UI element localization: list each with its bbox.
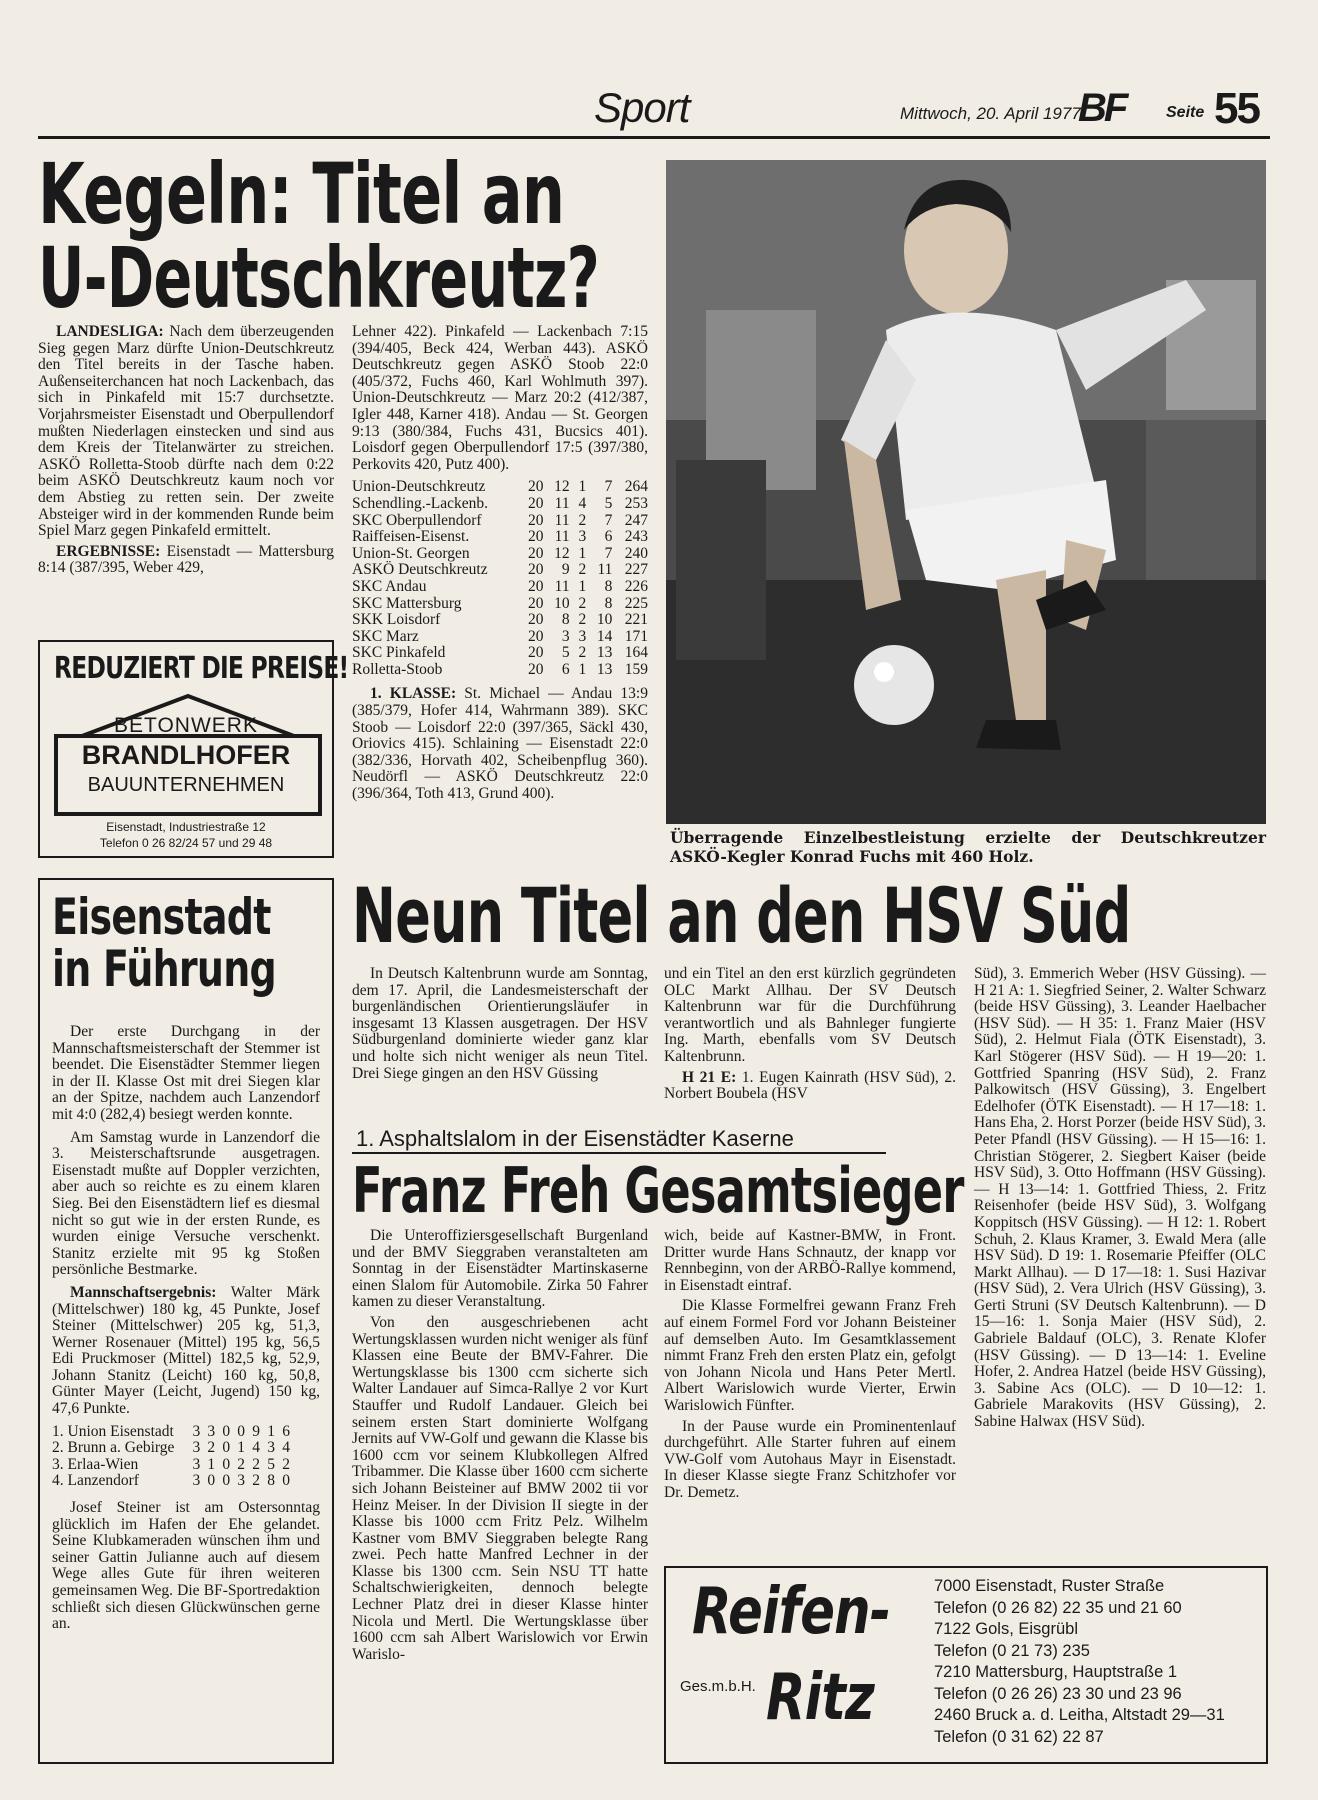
stat-cell: 20 bbox=[527, 644, 544, 662]
eisenstadt-headline-line2: in Führung bbox=[52, 940, 276, 998]
stat-cell: 2 bbox=[578, 561, 587, 579]
team-name-cell: Rolletta-Stoob bbox=[352, 660, 443, 678]
klasse-text: St. Michael — Andau 13:9 (385/379, Hofer 414, Wahrmann 389). SKC Stoob — Loisdorf 22:0 (397/365, Säckl 430, Oriovics 415). Schlaining — Eisenstadt 22:0 (382/336, Horvath 402, Scheibenpflug 360). Neudörfl — ASKÖ Deutschkreutz 22:0 (396/364, Toth 413, Grund 400). bbox=[352, 685, 648, 803]
stat-cell: 5 bbox=[604, 494, 613, 512]
stat-cell: 9 bbox=[252, 1422, 260, 1440]
stat-cell: 247 bbox=[624, 511, 648, 529]
stat-cell: 4 bbox=[282, 1439, 290, 1457]
stat-cell: 20 bbox=[527, 611, 544, 629]
stat-cell: 11 bbox=[554, 528, 570, 546]
kegeln-column-1 bbox=[38, 324, 334, 581]
reifen-addresses bbox=[934, 1576, 1225, 1748]
stat-cell: 221 bbox=[624, 611, 648, 629]
eisenstadt-text bbox=[52, 1024, 320, 1637]
reifen-ritz-ad bbox=[664, 1566, 1268, 1764]
stat-cell: 10 bbox=[554, 594, 570, 612]
h21e-text: 1. Eugen Kainrath (HSV Süd), 2. Norbert Boubela (HSV bbox=[664, 1068, 956, 1103]
standings-row bbox=[352, 629, 648, 646]
brandlhofer-phone: Telefon 0 26 82/24 57 und 29 48 bbox=[99, 836, 273, 850]
seite-label: Seite bbox=[1166, 104, 1205, 121]
stat-cell: 1 bbox=[237, 1439, 246, 1457]
standings-row bbox=[352, 662, 648, 679]
standings-row bbox=[352, 479, 648, 496]
stat-cell: 8 bbox=[604, 594, 613, 612]
team-name-cell: 3. Erlaa-Wien bbox=[52, 1455, 139, 1473]
team-name-cell: 1. Union Eisenstadt bbox=[52, 1422, 174, 1440]
reifen-phone-4: Telefon (0 31 62) 22 87 bbox=[934, 1727, 1104, 1746]
mannschaft-label: Mannschaftsergebnis: bbox=[70, 1283, 217, 1301]
kegeln-results-text: Lehner 422). Pinkafeld — Lackenbach 7:15 (394/405, Beck 424, Werban 443). ASKÖ Deutschkreutz gegen ASKÖ Stoob 22:0 (405/372, Fuchs 460, Karl Wohlmuth 397). Union-Deutschkreutz — Marz 20:2 (412/387, Igler 448, Karner 418). Andau — St. Georgen 9:13 (380/384, Fuchs 431, Bucsics 401). Loisdorf gegen Oberpullendorf 17:5 (397/380, Perkovits 420, Putz 400). bbox=[352, 323, 648, 473]
stat-cell: 3 bbox=[192, 1455, 201, 1473]
ergebnisse-label: ERGEBNISSE: bbox=[56, 542, 161, 560]
standings-row bbox=[352, 562, 648, 579]
stat-cell: 264 bbox=[624, 478, 648, 496]
header-rule bbox=[38, 136, 1270, 139]
stat-cell: 6 bbox=[604, 528, 613, 546]
freh-col1-p2: Von den ausgeschriebenen acht Wertungsklassen wurden nicht weniger als fünf Klassen eine Beute der BMV-Fahrer. Die Wertungsklasse bis 1300 ccm sicherte sich Walter Landauer auf Simca-Rallye 2 vor Kurt Stauffer und Rudolf Landauer. Gleich bei seinem ersten Start dominierte Wolfgang Jernits auf VW-Golf und gewann die Klasse bis 1600 ccm vor seinem Klubkollegen Alfred Tribammer. Die Klasse über 1600 ccm sicherte sich Johann Beisteiner auf BMW 2002 tii vor Heinz Meiser. In der Division II siegte in der Klasse bis 1000 ccm Fritz Pelz. Wilhelm Kastner vom BMV Sieggraben belegte Rang zwei. Pech hatte Manfred Lechner in der Klasse bis 1300 ccm. Sein NSU TT hatte Schaltschwierigkeiten, dennoch belegte Lechner Platz drei in dieser Klasse hinter Nicola und Mertl. Die Wertungsklasse über 1600 ccm sah Albert Warislowich vor Erwin Warislo- bbox=[352, 1313, 648, 1663]
stat-cell: 3 bbox=[578, 627, 587, 645]
team-name-cell: Union-Deutschkreutz bbox=[352, 478, 486, 496]
stat-cell: 5 bbox=[561, 644, 570, 662]
hsv-headline: Neun Titel an den HSV Süd bbox=[352, 871, 1131, 960]
hsv-column-2 bbox=[664, 966, 956, 1107]
paper-logo: BF bbox=[1078, 86, 1126, 130]
stat-cell: 8 bbox=[561, 611, 570, 629]
stat-cell: 3 bbox=[267, 1439, 275, 1457]
stat-cell: 20 bbox=[527, 544, 544, 562]
team-name-cell: ASKÖ Deutschkreutz bbox=[352, 561, 488, 579]
team-name-cell: SKK Loisdorf bbox=[352, 611, 441, 629]
stemmer-row bbox=[52, 1457, 290, 1474]
issue-date: Mittwoch, 20. April 1977 bbox=[900, 104, 1081, 123]
reifen-name-1: Reifen- bbox=[692, 1575, 891, 1649]
stat-cell: 2 bbox=[252, 1455, 260, 1473]
stat-cell: 11 bbox=[597, 561, 613, 579]
stat-cell: 12 bbox=[554, 544, 570, 562]
brandlhofer-line3: BAUUNTERNEHMEN bbox=[87, 774, 285, 796]
kegeln-column-2 bbox=[352, 324, 648, 807]
standings-row bbox=[352, 496, 648, 513]
kegeln-headline-line2: U-Deutschkreutz? bbox=[38, 229, 600, 327]
stat-cell: 3 bbox=[192, 1472, 201, 1490]
hsv-col2-text: und ein Titel an den erst kürzlich gegründeten OLC Markt Allhau. Der SV Deutsch Kaltenbrunn war für die Durchführung verantwortlich und als Bahnleger fungierte Ing. Marth, ebenfalls vom SV Deutsch Kaltenbrunn. bbox=[664, 965, 956, 1065]
reifen-phone-2: Telefon (0 21 73) 235 bbox=[934, 1641, 1090, 1660]
stat-cell: 1 bbox=[207, 1455, 216, 1473]
stat-cell: 2 bbox=[252, 1472, 260, 1490]
stat-cell: 0 bbox=[207, 1472, 216, 1490]
stat-cell: 2 bbox=[207, 1439, 216, 1457]
stat-cell: 2 bbox=[237, 1455, 246, 1473]
stat-cell: 227 bbox=[624, 561, 648, 579]
landesliga-text: Nach dem überzeugenden Sieg gegen Marz dürfte Union-Deutschkreutz den Titel bereits in der Tasche haben. Außenseiterchancen hat noch Lackenbach, das sich in Pinkafeld mit 15:7 durchsetzte. Vorjahrsmeister Eisenstadt und Oberpullendorf mußten Niederlagen einstecken und sind aus dem Kreis der Titelanwärter zu streichen. ASKÖ Rolletta-Stoob dürfte nach dem 0:22 beim ASKÖ Deutschkreutz kaum noch vor dem Abstieg zu retten sein. Der zweite Absteiger wird in der kommenden Runde beim Spiel Marz gegen Pinkafeld ermittelt. bbox=[38, 323, 334, 540]
photo-caption: Überragende Einzelbestleistung erzielte der Deutschkreutzer ASKÖ-Kegler Konrad Fuchs mit 460 Holz. bbox=[670, 828, 1266, 866]
stat-cell: 253 bbox=[624, 494, 648, 512]
stat-cell: 0 bbox=[222, 1472, 231, 1490]
stat-cell: 225 bbox=[624, 594, 648, 612]
stat-cell: 20 bbox=[527, 561, 544, 579]
freh-kicker: 1. Asphaltslalom in der Eisenstädter Kaserne bbox=[356, 1126, 794, 1151]
stat-cell: 8 bbox=[604, 577, 613, 595]
stat-cell: 20 bbox=[527, 577, 544, 595]
stat-cell: 159 bbox=[624, 660, 648, 678]
freh-col2-p3: In der Pause wurde ein Prominentenlauf durchgeführt. Alle Starter fuhren auf einem VW-Golf vom Autohaus Mayr in Eisenstadt. In dieser Klasse siegte Franz Schitzhofer vor Dr. Demetz. bbox=[664, 1417, 956, 1501]
brandlhofer-ad bbox=[38, 640, 349, 858]
team-name-cell: SKC Pinkafeld bbox=[352, 644, 446, 662]
bowler-photo bbox=[666, 160, 1266, 824]
stat-cell: 3 bbox=[578, 528, 587, 546]
stat-cell: 3 bbox=[561, 627, 570, 645]
standings-row bbox=[352, 513, 648, 530]
reifen-address-3: 7210 Mattersburg, Hauptstraße 1 bbox=[934, 1663, 1178, 1681]
team-name-cell: SKC Mattersburg bbox=[352, 594, 462, 612]
stat-cell: 0 bbox=[237, 1422, 246, 1440]
team-name-cell: 2. Brunn a. Gebirge bbox=[52, 1439, 175, 1457]
reifen-address-2: 7122 Gols, Eisgrübl bbox=[934, 1620, 1078, 1638]
stat-cell: 164 bbox=[624, 644, 648, 662]
team-name-cell: Union-St. Georgen bbox=[352, 544, 470, 562]
stat-cell: 20 bbox=[527, 478, 544, 496]
stat-cell: 1 bbox=[578, 544, 587, 562]
freh-column-1 bbox=[352, 1228, 648, 1667]
stat-cell: 2 bbox=[578, 611, 587, 629]
reifen-legal: Ges.m.b.H. bbox=[680, 1678, 756, 1695]
stat-cell: 20 bbox=[527, 511, 544, 529]
ergebnisse-text: Eisenstadt — Mattersburg 8:14 (387/395, Weber 429, bbox=[38, 542, 334, 577]
stat-cell: 7 bbox=[604, 511, 613, 529]
reifen-name-2: Ritz bbox=[766, 1661, 875, 1735]
stat-cell: 2 bbox=[578, 594, 587, 612]
stat-cell: 2 bbox=[578, 511, 587, 529]
stat-cell: 6 bbox=[561, 660, 570, 678]
stat-cell: 226 bbox=[624, 577, 648, 595]
standings-row bbox=[352, 596, 648, 613]
stat-cell: 0 bbox=[222, 1455, 231, 1473]
standings-row bbox=[352, 612, 648, 629]
eisenstadt-p2: Am Samstag wurde in Lanzendorf die 3. Meisterschaftsrunde ausgetragen. Eisenstadt mußte auf Doppler verzichten, aber auch so reichte es zu einem klaren Sieg. Bei den Eisenstädtern lief es diesmal nicht so gut wie in der ersten Runde, es wurden einige Versuche verschenkt. Stanitz erzielte mit 95 kg Stoßen persönliche Bestmarke. bbox=[52, 1128, 320, 1279]
stemmer-row bbox=[52, 1440, 290, 1457]
kegeln-headline-line1: Kegeln: Titel an bbox=[38, 145, 565, 243]
eisenstadt-box bbox=[38, 878, 334, 1764]
hsv-col1-text: In Deutsch Kaltenbrunn wurde am Sonntag, dem 17. April, die Landesmeisterschaft der burgenländischen Orientierungsläufer in insgesamt 13 Klassen ausgetragen. Der HSV Südburgenland dominierte wieder ganz klar und holte sich nicht weniger als neun Titel. Drei Siege gingen an den HSV Güssing bbox=[352, 965, 648, 1082]
stat-cell: 12 bbox=[554, 478, 570, 496]
stat-cell: 1 bbox=[578, 660, 587, 678]
mannschaft-text: Walter Märk (Mittelschwer) 180 kg, 45 Punkte, Josef Steiner (Mittelschwer) 205 kg, 51,3, Werner Rosenauer (Mittel) 195 kg, 56,5 Edi Pruckmoser (Mittel) 182,5 kg, 52,9, Johann Stanitz (Leicht) 160 kg, 50,8, Günter Mayer (Leicht, Jugend) 150 kg, 47,6 Punkte. bbox=[52, 1283, 320, 1418]
stemmer-row bbox=[52, 1424, 290, 1441]
brandlhofer-line1: BETONWERK bbox=[114, 714, 258, 737]
stat-cell: 9 bbox=[561, 561, 570, 579]
stat-cell: 0 bbox=[222, 1422, 231, 1440]
team-name-cell: Raiffeisen-Eisenst. bbox=[352, 528, 470, 546]
stat-cell: 243 bbox=[624, 528, 648, 546]
stat-cell: 8 bbox=[267, 1472, 275, 1490]
stat-cell: 20 bbox=[527, 528, 544, 546]
stat-cell: 14 bbox=[596, 627, 613, 645]
brandlhofer-line2: BRANDLHOFER bbox=[81, 740, 291, 770]
stat-cell: 6 bbox=[282, 1422, 290, 1440]
stat-cell: 20 bbox=[527, 660, 544, 678]
stat-cell: 3 bbox=[207, 1422, 216, 1440]
stat-cell: 2 bbox=[578, 644, 587, 662]
stat-cell: 20 bbox=[527, 494, 544, 512]
stat-cell: 13 bbox=[596, 644, 613, 662]
standings-row bbox=[352, 529, 648, 546]
reifen-phone-3: Telefon (0 26 26) 23 30 und 23 96 bbox=[934, 1684, 1182, 1703]
stat-cell: 3 bbox=[192, 1422, 201, 1440]
stat-cell: 4 bbox=[578, 494, 587, 512]
stat-cell: 20 bbox=[527, 627, 544, 645]
hsv-column-3 bbox=[974, 966, 1266, 1435]
stat-cell: 7 bbox=[604, 478, 613, 496]
stat-cell: 1 bbox=[578, 577, 587, 595]
hsv-col3-text: Süd), 3. Emmerich Weber (HSV Güssing). — H 21 A: 1. Siegfried Seiner, 2. Walter Schwarz (beide HSV Güssing), 3. Leander Haelbacher (HSV Süd). — H 35: 1. Franz Maier (HSV Süd), 2. Helmut Fiala (ÖTK Eisenstadt), 3. Karl Stögerer (HSV Süd). — H 19—20: 1. Gottfried Spanring (HSV Süd), 2. Franz Palkowitsch (HSV Güssing), 3. Engelbert Edelhofer (ÖTK Eisenstadt). — H 17—18: 1. Hans Eha, 2. Horst Porzer (beide HSV Süd), 3. Peter Pfandl (HSV Güssing). — H 15—16: 1. Christian Stögerer, 2. Siegbert Kaiser (beide HSV Süd), 3. Otto Hoffmann (HSV Güssing). — H 13—14: 1. Gottfried Thiess, 2. Fritz Reisenhofer (beide HSV Süd), 3. Wolfgang Koppitsch (HSV Güssing). — H 12: 1. Robert Schuh, 2. Klaus Kramer, 3. Ewald Mera (alle HSV Süd). D 19: 1. Rosemarie Pfeiffer (OLC Markt Allhau). — D 17—18: 1. Susi Hazivar (HSV Süd), 2. Vera Ulrich (HSV Güssing), 3. Gerti Struni (SV Deutsch Kaltenbrunn). — D 15—16: 1. Sonja Maier (HSV Süd), 2. Gabriele Baldauf (OLC), 3. Renate Klofer (HSV Güssing). — D 13—14: 1. Eveline Hofer, 2. Andrea Hatzel (beide HSV Güssing), 3. Sabine Acs (OLC). — D 10—12: 1. Gabriele Marakovits (HSV Güssing), 2. Sabine Halwax (HSV Süd). bbox=[974, 965, 1266, 1431]
page-number: 55 bbox=[1214, 84, 1259, 133]
team-name-cell: SKC Marz bbox=[352, 627, 419, 645]
stemmer-row bbox=[52, 1473, 290, 1490]
hsv-column-1 bbox=[352, 966, 648, 1086]
reifen-phone-1: Telefon (0 26 82) 22 35 und 21 60 bbox=[934, 1598, 1182, 1617]
stat-cell: 0 bbox=[222, 1439, 231, 1457]
stat-cell: 11 bbox=[554, 577, 570, 595]
standings-row bbox=[352, 645, 648, 662]
landesliga-table bbox=[352, 479, 648, 678]
stat-cell: 2 bbox=[282, 1455, 290, 1473]
freh-col1-p1: Die Unteroffiziersgesellschaft Burgenland und der BMV Sieggraben veranstalteten am Sonntag in der Eisenstädter Martinskaserne einen Slalom für Automobile. Zirka 50 Fahrer kamen zu dieser Veranstaltung. bbox=[352, 1227, 648, 1311]
stat-cell: 20 bbox=[527, 594, 544, 612]
stat-cell: 11 bbox=[554, 494, 570, 512]
stat-cell: 4 bbox=[252, 1439, 260, 1457]
bowler-illustration bbox=[666, 160, 1266, 824]
section-title: Sport bbox=[594, 84, 690, 131]
reifen-address-4: 2460 Bruck a. d. Leitha, Altstadt 29—31 bbox=[934, 1706, 1225, 1724]
team-name-cell: SKC Oberpullendorf bbox=[352, 511, 482, 529]
h21e-label: H 21 E: bbox=[682, 1068, 737, 1086]
stat-cell: 1 bbox=[267, 1422, 275, 1440]
stat-cell: 11 bbox=[554, 511, 570, 529]
team-name-cell: SKC Andau bbox=[352, 577, 427, 595]
stat-cell: 13 bbox=[596, 660, 613, 678]
stat-cell: 5 bbox=[267, 1455, 275, 1473]
standings-row bbox=[352, 546, 648, 563]
freh-col2-p2: Die Klasse Formelfrei gewann Franz Freh auf einem Formel Ford vor Johann Beisteiner auf demselben Auto. Im Gesamtklassement nimmt Franz Freh den ersten Platz ein, gefolgt von Johann Nicola und Hans Peter Mertl. Albert Warislowich wurde Vierter, Erwin Warislowich Fünfter. bbox=[664, 1297, 956, 1414]
stat-cell: 10 bbox=[596, 611, 613, 629]
brandlhofer-address: Eisenstadt, Industriestraße 12 bbox=[106, 820, 266, 834]
klasse-label: 1. KLASSE: bbox=[370, 685, 457, 703]
stemmer-table bbox=[52, 1424, 290, 1490]
eisenstadt-p4: Josef Steiner ist am Ostersonntag glücklich im Hafen der Ehe gelandet. Seine Klubkameraden wünschen ihm und seiner Gattin Julianne auch auf diesem Wege alles Gute für ihren weiteren gemeinsamen Weg. Die BF-Sportredaktion schließt sich diesen Glückwünschen gerne an. bbox=[52, 1499, 320, 1633]
freh-col2-p1: wich, beide auf Kastner-BMW, in Front. Dritter wurde Hans Schnautz, der knapp vor Rennbeginn, von der ARBÖ-Rallye kommend, in Eisenstadt eintraf. bbox=[664, 1227, 956, 1294]
brandlhofer-slogan: REDUZIERT DIE PREISE! bbox=[54, 651, 349, 686]
team-name-cell: Schendling.-Lackenb. bbox=[352, 494, 489, 512]
team-name-cell: 4. Lanzendorf bbox=[52, 1472, 139, 1490]
stat-cell: 0 bbox=[282, 1472, 290, 1490]
stat-cell: 3 bbox=[192, 1439, 201, 1457]
landesliga-label: LANDESLIGA: bbox=[56, 323, 164, 340]
eisenstadt-headline-line1: Eisenstadt bbox=[52, 888, 271, 946]
stat-cell: 240 bbox=[624, 544, 648, 562]
stat-cell: 1 bbox=[578, 478, 587, 496]
freh-headline: Franz Freh Gesamtsieger bbox=[352, 1154, 964, 1227]
freh-column-2 bbox=[664, 1228, 956, 1506]
standings-row bbox=[352, 579, 648, 596]
reifen-address-1: 7000 Eisenstadt, Ruster Straße bbox=[934, 1577, 1165, 1595]
eisenstadt-p1: Der erste Durchgang in der Mannschaftsmeisterschaft der Stemmer ist beendet. Die Eisenstädter Stemmer liegen in der II. Klasse Ost mit drei Siegen klar an der Spitze, nachdem auch Lanzendorf mit 4:0 (282,4) besiegt werden konnte. bbox=[52, 1023, 320, 1123]
stat-cell: 171 bbox=[624, 627, 648, 645]
stat-cell: 7 bbox=[604, 544, 613, 562]
stat-cell: 3 bbox=[237, 1472, 246, 1490]
